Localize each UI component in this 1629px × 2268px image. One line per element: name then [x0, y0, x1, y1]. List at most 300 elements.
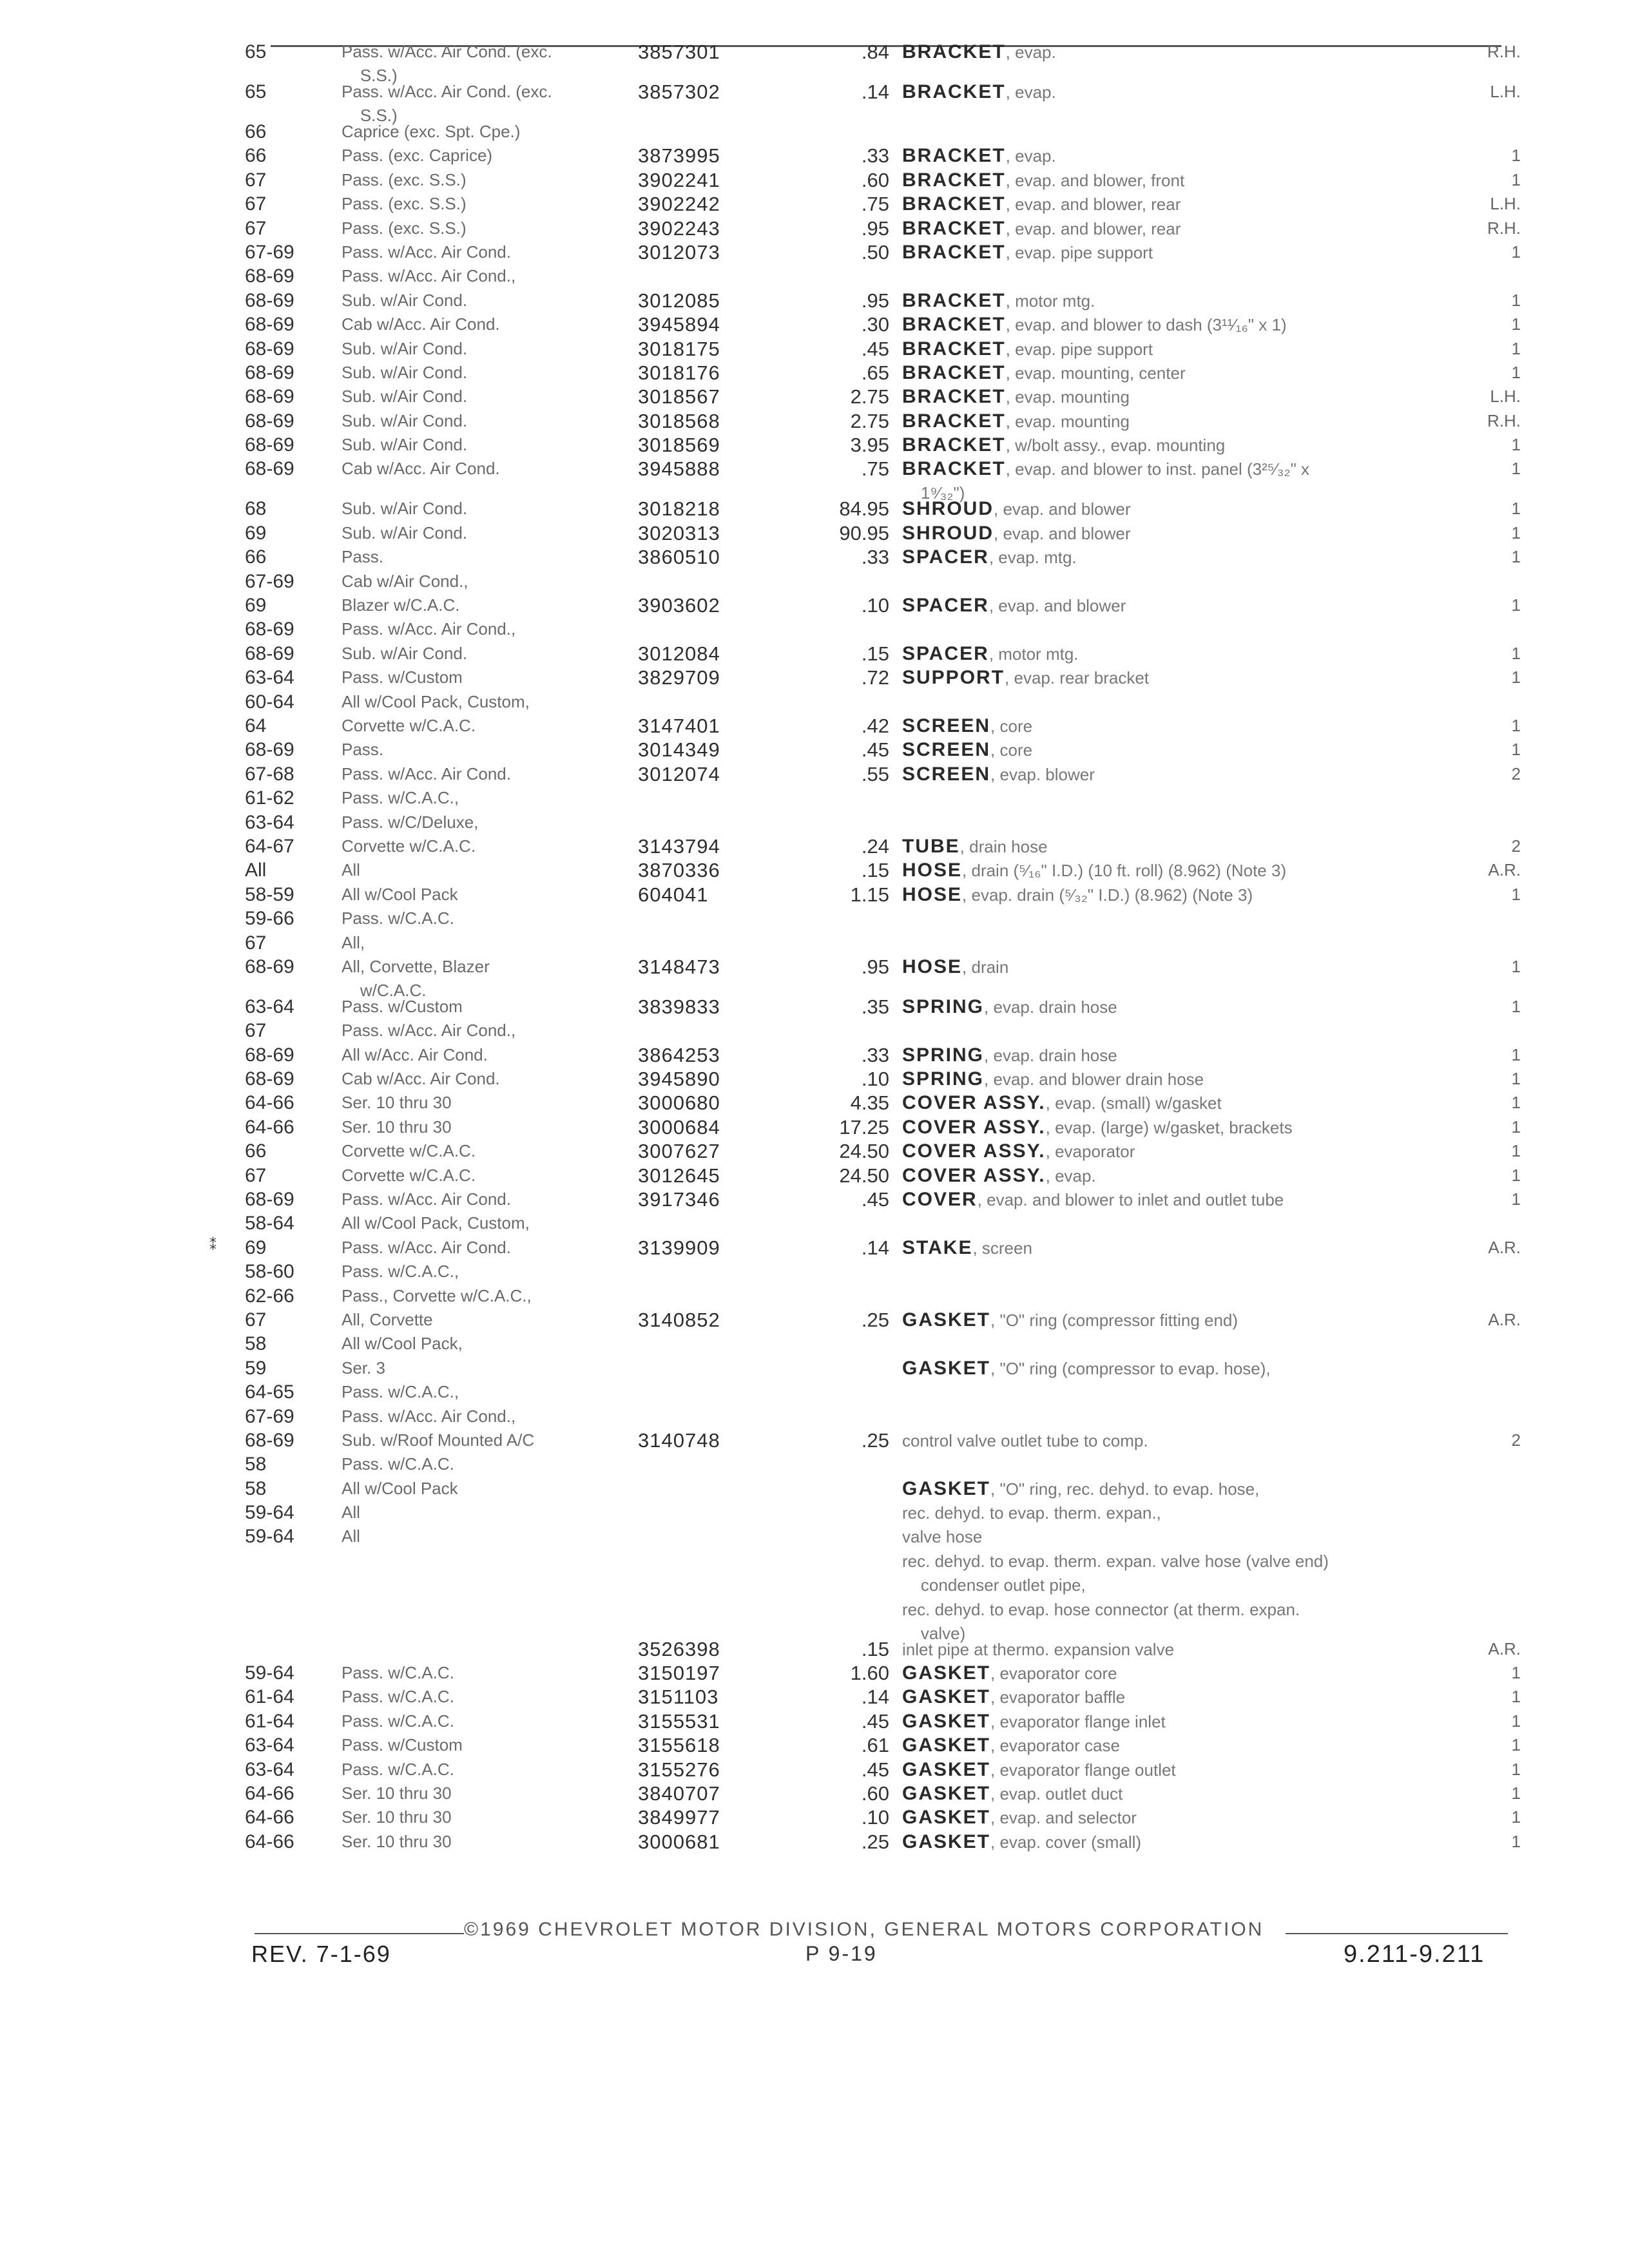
model-year: 59-64 [245, 1502, 294, 1524]
table-row [245, 995, 1521, 1019]
part-detail: control valve outlet tube to comp. [902, 1430, 1148, 1450]
price: .33 [861, 546, 889, 569]
application: Pass. [342, 547, 384, 567]
model-year: 58 [245, 1454, 267, 1475]
model-year: 64-66 [245, 1831, 294, 1852]
part-name: GASKET [902, 1357, 991, 1379]
application: Cab w/Acc. Air Cond. [342, 314, 500, 334]
margin-mark: ⁑ [209, 1237, 217, 1253]
part-detail: , drain [962, 957, 1009, 977]
quantity: R.H. [1487, 218, 1521, 238]
model-year: 68-69 [245, 434, 294, 456]
application: Cab w/Air Cond., [342, 571, 468, 591]
model-year: 64-67 [245, 835, 294, 857]
quantity: 1 [1511, 884, 1521, 904]
quantity: 1 [1511, 740, 1521, 760]
price: .55 [861, 762, 889, 785]
application: Pass. [342, 740, 384, 760]
model-year: 68-69 [245, 1044, 294, 1066]
description [902, 642, 1469, 666]
part-name: BRACKET [902, 410, 1006, 432]
application: Pass., Corvette w/C.A.C., [342, 1285, 532, 1305]
application: All, Corvette, Blazer w/C.A.C. [342, 956, 490, 1000]
part-name: COVER ASSY. [902, 1140, 1046, 1162]
description [902, 385, 1469, 409]
table-row [245, 1549, 1521, 1573]
part-detail: , evap. [1045, 1166, 1096, 1186]
table-row [245, 762, 1521, 786]
part-detail: valve hose [902, 1527, 983, 1547]
part-detail: , drain (⁵⁄₁₆" I.D.) (10 ft. roll) (8.962) (Note 3) [962, 861, 1287, 881]
application: Sub. w/Air Cond. [342, 362, 468, 382]
application: All [342, 1526, 360, 1546]
model-year: 58-59 [245, 883, 294, 905]
table-row [245, 1236, 1521, 1260]
description [902, 1573, 1469, 1597]
quantity: 1 [1511, 1189, 1521, 1209]
quantity: 1 [1511, 1759, 1521, 1779]
part-name: SPRING [902, 1068, 985, 1090]
description [902, 1308, 1469, 1332]
price: .14 [861, 1236, 889, 1259]
part-number: 3839833 [638, 995, 720, 1018]
price: 24.50 [839, 1164, 889, 1187]
application: Ser. 10 thru 30 [342, 1831, 452, 1851]
part-number: 3155618 [638, 1734, 720, 1757]
description [902, 1043, 1469, 1068]
model-year: 68-69 [245, 1068, 294, 1090]
application: Caprice (exc. Spt. Cpe.) [342, 122, 521, 141]
table-row [245, 811, 1521, 834]
price: .45 [861, 1758, 889, 1781]
model-year: 67-69 [245, 1405, 294, 1427]
model-year: 68-69 [245, 739, 294, 761]
part-number: 3020313 [638, 521, 720, 544]
description [902, 1709, 1469, 1734]
table-row [245, 1043, 1521, 1067]
part-number: 3147401 [638, 714, 720, 737]
model-year: 67 [245, 1309, 267, 1331]
quantity: 1 [1511, 1687, 1521, 1707]
part-detail: , evap. blower [990, 764, 1095, 784]
application: Ser. 10 thru 30 [342, 1783, 452, 1803]
table-row [245, 1380, 1521, 1404]
part-name: GASKET [902, 1807, 991, 1829]
model-year: 67 [245, 1020, 267, 1042]
application: Blazer w/C.A.C. [342, 595, 460, 615]
table-row [245, 786, 1521, 810]
quantity: 1 [1511, 459, 1521, 479]
table-row [245, 192, 1521, 216]
quantity: 1 [1511, 595, 1521, 615]
quantity: A.R. [1488, 1237, 1521, 1257]
part-detail: , evap. mtg. [988, 548, 1077, 568]
part-number: 3864253 [638, 1043, 720, 1066]
model-year: 66 [245, 121, 267, 142]
quantity: 2 [1511, 764, 1521, 783]
part-number: 3012085 [638, 289, 720, 312]
table-row [245, 337, 1521, 361]
part-number: 3857301 [638, 41, 720, 63]
description [902, 409, 1469, 434]
part-detail: , evap. (large) w/gasket, brackets [1045, 1117, 1293, 1137]
price: .35 [861, 995, 889, 1018]
quantity: 1 [1511, 146, 1521, 166]
model-year: 63-64 [245, 1735, 294, 1756]
application: Sub. w/Air Cond. [342, 338, 468, 358]
part-detail: , screen [972, 1238, 1032, 1258]
quantity: 1 [1511, 643, 1521, 663]
table-row [245, 521, 1521, 545]
table-row [245, 409, 1521, 433]
model-year: 67 [245, 932, 267, 954]
price: .95 [861, 216, 889, 240]
part-name: GASKET [902, 1309, 991, 1331]
table-row [245, 1211, 1521, 1235]
part-number: 3150197 [638, 1662, 720, 1685]
model-year: All [245, 860, 267, 881]
description [902, 593, 1469, 618]
application: Pass. w/Acc. Air Cond. [342, 764, 511, 783]
part-name: SPACER [902, 546, 989, 568]
description [902, 1187, 1469, 1212]
table-row [245, 1782, 1521, 1805]
quantity: 1 [1511, 1663, 1521, 1683]
model-year: 59-66 [245, 908, 294, 930]
part-name: STAKE [902, 1236, 973, 1258]
application: Pass. w/Acc. Air Cond. [342, 1237, 511, 1257]
model-year: 64-66 [245, 1116, 294, 1138]
table-row [245, 1164, 1521, 1187]
part-number: 3902242 [638, 193, 720, 216]
part-detail: , evap. [1005, 82, 1056, 102]
model-year: 67 [245, 169, 267, 191]
part-detail: , core [990, 740, 1033, 760]
part-name: HOSE [902, 883, 963, 905]
price: 1.15 [850, 883, 889, 906]
quantity: L.H. [1490, 387, 1521, 407]
model-year: 68-69 [245, 289, 294, 311]
part-number: 3840707 [638, 1782, 720, 1805]
quantity: 1 [1511, 1831, 1521, 1851]
part-detail: , evap. and blower to inlet and outlet tube [977, 1190, 1284, 1210]
model-year: 68-69 [245, 956, 294, 977]
quantity: A.R. [1488, 1639, 1521, 1658]
description [902, 1685, 1469, 1709]
price: .25 [861, 1428, 889, 1452]
price: .10 [861, 594, 889, 617]
part-name: GASKET [902, 1831, 991, 1852]
price: .42 [861, 714, 889, 737]
model-year: 63-64 [245, 1758, 294, 1780]
price: .14 [861, 1686, 889, 1709]
part-number: 3902243 [638, 216, 720, 240]
application: Pass. w/C.A.C. [342, 1687, 454, 1707]
application: Corvette w/C.A.C. [342, 715, 476, 735]
part-number: 3000684 [638, 1115, 720, 1139]
price: .25 [861, 1830, 889, 1853]
part-name: SPACER [902, 595, 989, 617]
table-row [245, 240, 1521, 264]
price: .33 [861, 144, 889, 168]
description [902, 312, 1469, 337]
part-detail: , w/bolt assy., evap. mounting [1005, 436, 1226, 456]
model-year: 60-64 [245, 691, 294, 713]
application: Pass. w/Custom [342, 668, 463, 687]
part-number: 3139909 [638, 1236, 720, 1259]
application: Corvette w/C.A.C. [342, 836, 476, 856]
part-number: 3012074 [638, 762, 720, 785]
application: Pass. w/Custom [342, 1735, 463, 1755]
price: .60 [861, 168, 889, 191]
model-year: 63-64 [245, 995, 294, 1017]
part-detail: , "O" ring, rec. dehyd. to evap. hose, [990, 1479, 1260, 1499]
quantity: 2 [1511, 836, 1521, 856]
part-detail: inlet pipe at thermo. expansion valve [902, 1639, 1175, 1659]
part-number: 604041 [638, 883, 709, 906]
part-detail: , evap. (small) w/gasket [1045, 1093, 1222, 1113]
part-detail: , evaporator case [990, 1736, 1120, 1756]
application: Pass. w/Acc. Air Cond. (exc. S.S.) [342, 42, 552, 85]
part-detail: , core [990, 716, 1033, 736]
quantity: 1 [1511, 1141, 1521, 1161]
model-year: 68-69 [245, 1429, 294, 1451]
description [902, 1733, 1469, 1758]
description [902, 40, 1469, 64]
model-year: 68-69 [245, 642, 294, 664]
part-detail: condenser outlet pipe, [902, 1575, 1086, 1595]
table-row [245, 883, 1521, 907]
description [902, 192, 1469, 216]
part-number: 3007627 [638, 1140, 720, 1163]
quantity: L.H. [1490, 82, 1521, 101]
table-row [245, 834, 1521, 858]
part-detail: , evaporator core [990, 1664, 1117, 1684]
quantity: 1 [1511, 1735, 1521, 1755]
table-row [245, 1356, 1521, 1380]
table-row [245, 617, 1521, 641]
part-name: HOSE [902, 956, 963, 977]
model-year: 59 [245, 1357, 267, 1379]
model-year: 68-69 [245, 314, 294, 336]
part-name: GASKET [902, 1477, 991, 1499]
part-number: 3870336 [638, 859, 720, 882]
part-detail: , evap. drain hose [984, 1045, 1117, 1065]
description [902, 714, 1469, 738]
model-year: 67-69 [245, 241, 294, 263]
application: Sub. w/Air Cond. [342, 290, 468, 310]
application: Sub. w/Air Cond. [342, 410, 468, 430]
price: .14 [861, 81, 889, 103]
table-row [245, 1501, 1521, 1524]
table-row [245, 1091, 1521, 1115]
model-year: 63-64 [245, 667, 294, 689]
quantity: 1 [1511, 499, 1521, 519]
description [902, 1661, 1469, 1686]
part-name: TUBE [902, 835, 960, 857]
part-detail: , evap. pipe support [1005, 242, 1153, 262]
price: 3.95 [850, 434, 889, 457]
table-row [245, 1597, 1521, 1643]
quantity: 1 [1511, 242, 1521, 262]
price: .45 [861, 1709, 889, 1733]
quantity: A.R. [1488, 860, 1521, 880]
description [902, 1830, 1469, 1854]
table-row [245, 40, 1521, 85]
price: .45 [861, 738, 889, 762]
table-row [245, 570, 1521, 593]
description [902, 521, 1469, 546]
model-year: 67 [245, 1164, 267, 1186]
price: .15 [861, 642, 889, 665]
price: .72 [861, 666, 889, 689]
table-row [245, 289, 1521, 312]
description [902, 1115, 1469, 1140]
description [902, 1501, 1469, 1525]
table-row [245, 1637, 1521, 1661]
part-number: 3945888 [638, 457, 720, 481]
description [902, 361, 1469, 385]
quantity: 1 [1511, 1711, 1521, 1731]
quantity: 1 [1511, 1165, 1521, 1185]
model-year: 61-64 [245, 1686, 294, 1708]
quantity: A.R. [1488, 1309, 1521, 1329]
application: All w/Acc. Air Cond. [342, 1044, 488, 1064]
part-number: 3155531 [638, 1709, 720, 1733]
table-row [245, 312, 1521, 336]
table-row [245, 1187, 1521, 1211]
part-name: BRACKET [902, 169, 1006, 191]
application: Sub. w/Air Cond. [342, 499, 468, 519]
part-detail: , evap. and blower, rear [1005, 195, 1181, 215]
part-detail: , evap. [1005, 43, 1056, 62]
part-number: 3018567 [638, 385, 720, 408]
part-name: BRACKET [902, 434, 1006, 456]
description [902, 1524, 1469, 1549]
application: Pass. w/Acc. Air Cond., [342, 619, 516, 639]
table-row [245, 433, 1521, 457]
description [902, 995, 1469, 1019]
application: Pass. w/Acc. Air Cond., [342, 1021, 516, 1041]
application: Pass. w/Acc. Air Cond. (exc. S.S.) [342, 82, 552, 125]
description [902, 80, 1469, 104]
application: Corvette w/C.A.C. [342, 1141, 476, 1161]
price: 2.75 [850, 385, 889, 408]
application: Ser. 3 [342, 1358, 385, 1378]
part-number: 3018569 [638, 434, 720, 457]
part-number: 3945890 [638, 1068, 720, 1091]
part-name: COVER ASSY. [902, 1164, 1046, 1186]
description [902, 858, 1469, 883]
model-year: 67 [245, 217, 267, 239]
table-row [245, 120, 1521, 144]
parts-list [245, 40, 1521, 1854]
part-name: COVER ASSY. [902, 1116, 1046, 1138]
model-year: 68 [245, 498, 267, 520]
description [902, 497, 1469, 521]
model-year: 69 [245, 595, 267, 617]
part-detail: , "O" ring (compressor fitting end) [990, 1310, 1239, 1330]
price: .45 [861, 337, 889, 360]
part-detail: , evap. [1005, 146, 1056, 166]
application: Pass. (exc. S.S.) [342, 218, 467, 238]
table-row [245, 216, 1521, 240]
table-row [245, 1019, 1521, 1043]
table-row [245, 1661, 1521, 1685]
table-row [245, 858, 1521, 882]
model-year: 66 [245, 546, 267, 568]
part-detail: , evap. drain hose [984, 997, 1117, 1017]
application: Pass. w/Custom [342, 996, 463, 1016]
application: All, Corvette [342, 1309, 433, 1329]
description [902, 337, 1469, 361]
table-row [245, 1115, 1521, 1139]
description [902, 1549, 1469, 1573]
part-detail: , evap. mounting [1005, 411, 1130, 431]
application: Ser. 10 thru 30 [342, 1807, 452, 1827]
part-number: 3143794 [638, 834, 720, 858]
part-detail: , evap. outlet duct [990, 1784, 1123, 1803]
part-name: GASKET [902, 1686, 991, 1708]
part-detail: , evap. and blower to inst. panel (3²⁵⁄₃₂" x 1⁹⁄₃₂") [920, 459, 1310, 503]
part-name: BRACKET [902, 193, 1006, 215]
part-detail: , evaporator flange outlet [990, 1760, 1176, 1780]
price: 90.95 [839, 521, 889, 544]
table-row [245, 1332, 1521, 1356]
price: 1.60 [850, 1662, 889, 1685]
part-name: GASKET [902, 1710, 991, 1732]
application: Pass. (exc. Caprice) [342, 146, 493, 166]
application: All [342, 860, 360, 880]
part-number: 3873995 [638, 144, 720, 168]
description [902, 433, 1469, 457]
application: Pass. (exc. S.S.) [342, 169, 467, 189]
application: All w/Cool Pack [342, 1478, 458, 1498]
application: All w/Cool Pack, [342, 1334, 463, 1354]
application: Sub. w/Roof Mounted A/C [342, 1430, 535, 1450]
part-name: GASKET [902, 1735, 991, 1756]
description [902, 1067, 1469, 1091]
table-row [245, 1405, 1521, 1428]
group-number: 9.211-9.211 [1344, 1941, 1485, 1968]
model-year: 61-62 [245, 787, 294, 809]
part-number: 3012645 [638, 1164, 720, 1187]
description [902, 1477, 1469, 1501]
part-name: SCREEN [902, 763, 991, 785]
application: Pass. w/Acc. Air Cond. [342, 1189, 511, 1209]
part-number: 3155276 [638, 1758, 720, 1781]
part-number: 3000680 [638, 1091, 720, 1115]
description [902, 1758, 1469, 1782]
table-row [245, 1830, 1521, 1854]
application: Ser. 10 thru 30 [342, 1117, 452, 1137]
table-row [245, 1685, 1521, 1709]
table-row [245, 168, 1521, 192]
part-detail: , evap. and blower, front [1005, 170, 1185, 190]
footer-rule-left [255, 1933, 464, 1934]
part-detail: , evap. and blower [994, 523, 1131, 543]
price: .75 [861, 457, 889, 481]
application: Cab w/Acc. Air Cond. [342, 459, 500, 479]
description [902, 168, 1469, 193]
part-number: 3857302 [638, 81, 720, 103]
table-row [245, 1284, 1521, 1308]
part-name: BRACKET [902, 41, 1006, 62]
part-number: 3148473 [638, 955, 720, 978]
table-row [245, 1260, 1521, 1283]
table-row [245, 1709, 1521, 1733]
quantity: 1 [1511, 1093, 1521, 1113]
